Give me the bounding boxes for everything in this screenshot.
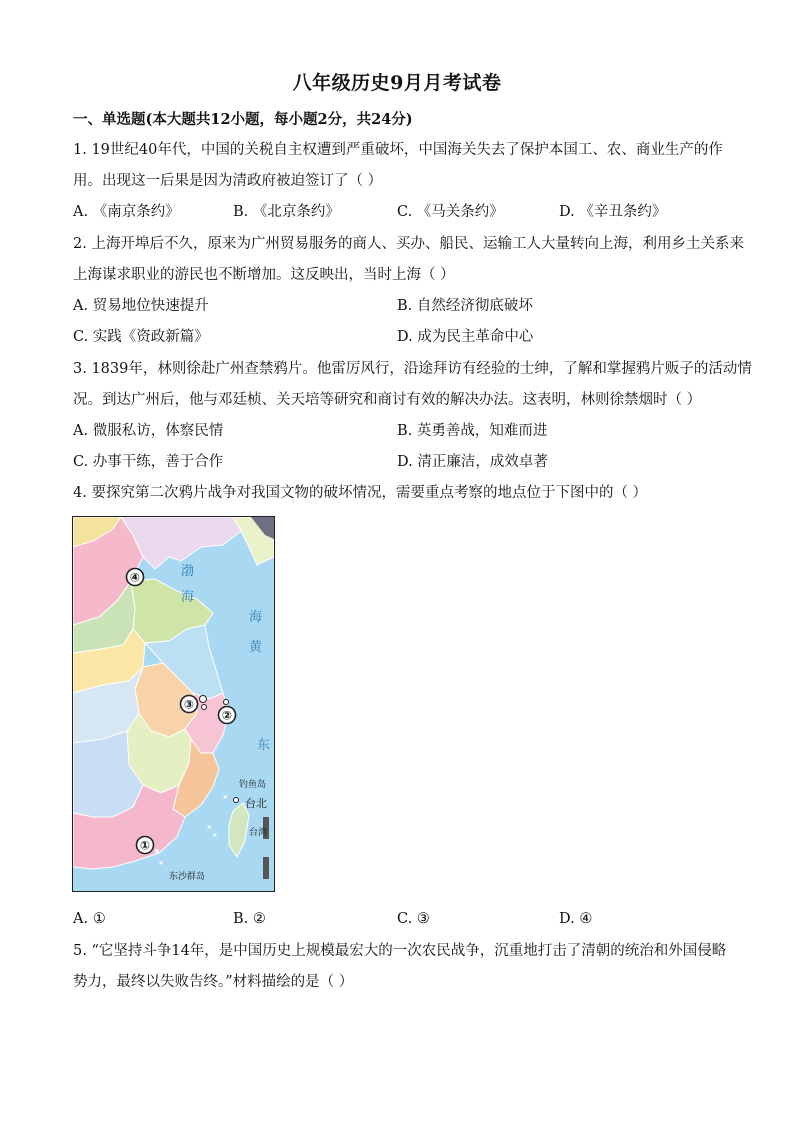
question-3-line-1: 3. 1839年，林则徐赴广州查禁鸦片。他雷厉风行，沿途拜访有经验的士绅，了解和掌握鸦片贩子的活动情 (73, 361, 752, 377)
map-label-diaoyu: 钓鱼岛 (239, 780, 267, 790)
map-marker-3 (181, 696, 198, 713)
question-1-option-b[interactable]: B. 《北京条约》 (233, 204, 340, 220)
question-3-option-d[interactable]: D. 清正廉洁，成效卓著 (397, 454, 548, 470)
map-label-taibei: 台北 (245, 797, 267, 810)
map-label-taiwan: 台湾 (249, 828, 268, 838)
svg-text:②: ② (221, 708, 233, 723)
question-4-option-b[interactable]: B. ② (233, 911, 266, 927)
question-3-option-b[interactable]: B. 英勇善战，知难而进 (397, 423, 548, 439)
question-3-line-2: 况。到达广州后，他与邓廷桢、关天培等研究和商讨有效的解决办法。这表明，林则徐禁烟时（ ） (73, 392, 702, 408)
question-4-line-1: 4. 要探究第二次鸦片战争对我国文物的破坏情况，需要重点考察的地点位于下图中的（ ） (73, 485, 648, 501)
svg-text:④: ④ (129, 570, 141, 585)
svg-text:③: ③ (183, 697, 195, 712)
map-label-bohai: 渤 (181, 564, 195, 579)
question-1-line-2: 用。出现这一后果是因为清政府被迫签订了（ ） (73, 173, 383, 189)
map-label-bohai-2: 海 (181, 590, 195, 605)
question-2-line-1: 2. 上海开埠后不久，原来为广州贸易服务的商人、买办、船民、运输工人大量转向上海，利用乡土关系来 (73, 236, 744, 252)
question-2-option-a[interactable]: A. 贸易地位快速提升 (73, 298, 209, 314)
map-label-huanghai: 黄 (249, 640, 263, 655)
map-label-huanghai-2: 海 (249, 610, 263, 625)
question-1-line-1: 1. 19世纪40年代，中国的关税自主权遭到严重破坏，中国海关失去了保护本国工、农、商业生产的作 (73, 142, 723, 158)
question-2-line-2: 上海谋求职业的游民也不断增加。这反映出，当时上海（ ） (73, 267, 455, 283)
map-label-donghai: 东 (257, 738, 271, 753)
map-marker-4 (127, 569, 144, 586)
question-2-option-c[interactable]: C. 实践《资政新篇》 (73, 329, 209, 345)
map-marker-2 (219, 707, 236, 724)
question-4-option-c[interactable]: C. ③ (397, 911, 430, 927)
question-1-option-d[interactable]: D. 《辛丑条约》 (559, 204, 667, 220)
question-5-line-1: 5. “它坚持斗争14年，是中国历史上规模最宏大的一次农民战争，沉重地打击了清朝的统治和外国侵略 (73, 943, 727, 959)
question-2-option-b[interactable]: B. 自然经济彻底破坏 (397, 298, 533, 314)
question-3-option-c[interactable]: C. 办事干练，善于合作 (73, 454, 224, 470)
question-5-line-2: 势力，最终以失败告终。”材料描绘的是（ ） (73, 974, 354, 990)
question-2-option-d[interactable]: D. 成为民主革命中心 (397, 329, 534, 345)
china-map-figure (72, 516, 275, 892)
question-1-option-c[interactable]: C. 《马关条约》 (397, 204, 504, 220)
map-marker-1 (137, 837, 154, 854)
page-title: 八年级历史9月月考试卷 (292, 72, 502, 94)
map-label-dongsha: 东沙群岛 (169, 872, 206, 882)
section-heading: 一、单选题(本大题共12小题，每小题2分，共24分) (73, 111, 413, 128)
question-4-option-a[interactable]: A. ① (73, 911, 106, 927)
question-4-option-d[interactable]: D. ④ (559, 911, 593, 927)
question-1-option-a[interactable]: A. 《南京条约》 (73, 204, 180, 220)
svg-text:①: ① (139, 838, 151, 853)
question-3-option-a[interactable]: A. 微服私访，体察民情 (73, 423, 224, 439)
